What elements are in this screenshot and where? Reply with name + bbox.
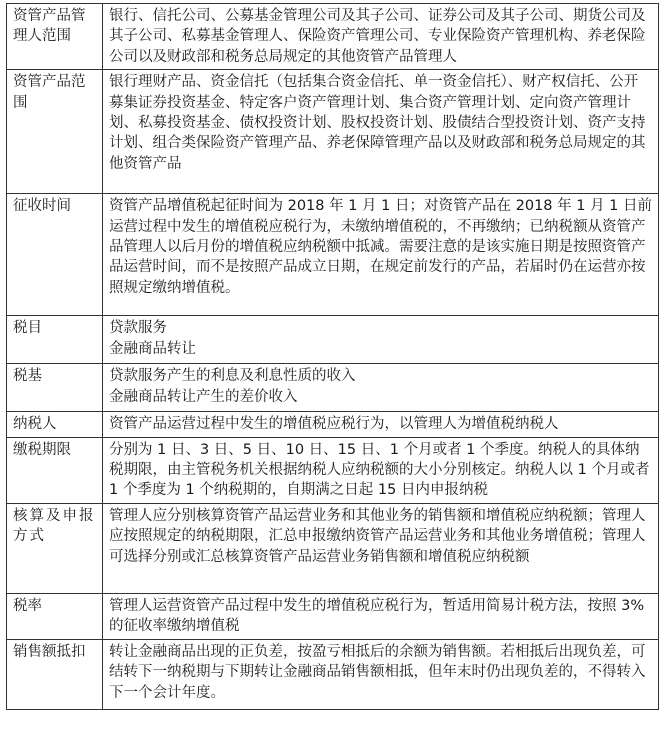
row-content: [103, 412, 659, 437]
tax-policy-table: [6, 3, 659, 710]
table-row-tax-base: [7, 364, 659, 412]
row-label: 税目: [7, 316, 103, 364]
row-label: 资管产品管理人范围: [7, 4, 103, 70]
row-content-line: 金融商品转让: [109, 340, 196, 357]
row-content-line: 管理人运营资管产品过程中发生的增值税应税行为，暂适用简易计税方法，按照 3%的征收率缴纳增值税: [109, 597, 645, 635]
row-content-line: 银行、信托公司、公募基金管理公司及其子公司、证券公司及其子公司、期货公司及其子公司、私募基金管理人、保险资产管理公司、专业保险资产管理机构、养老保险公司以及财政部和税务总局规定的其他资管产品管理人: [109, 8, 646, 65]
row-content-line: 分别为 1 日、3 日、5 日、10 日、15 日、1 个月或者 1 个季度。纳税人的具体纳税期限，由主管税务机关根据纳税人应纳税额的大小分别核定。纳税人以 1 个月或者 1 个季度为 1 个纳税期的，自期满之日起 15 日内申报纳税: [109, 441, 650, 499]
table-row-payment-period: [7, 437, 659, 503]
table-row-tax-item: [7, 316, 659, 364]
row-content-line: 资管产品增值税起征时间为 2018 年 1 月 1 日；对资管产品在 2018 年 1 月 1 日前运营过程中发生的增值税应税行为，未缴纳增值税的，不再缴纳；已纳税额从资管产品管理人以后月份的增值税应纳税额中抵减。需要注意的是该实施日期是按照资管产品运营时间，而不是按照产品成立日期，在规定前发行的产品，若届时仍在运营亦按照规定缴纳增值税。: [109, 198, 653, 296]
row-content-line: 资管产品运营过程中发生的增值税应税行为，以管理人为增值税纳税人: [109, 416, 559, 433]
row-content: [103, 364, 659, 412]
row-content-line: 转让金融商品出现的正负差，按盈亏相抵后的余额为销售额。若相抵后出现负差，可结转下一纳税期与下期转让金融商品销售额相抵，但年末时仍出现负差的，不得转入下一个会计年度。: [109, 643, 646, 701]
row-label: 征收时间: [7, 194, 103, 316]
row-content-line: 贷款服务产生的利息及利息性质的收入: [109, 368, 356, 385]
table-row-accounting-filing: [7, 503, 659, 593]
row-label: 资管产品范围: [7, 70, 103, 194]
row-content: [103, 437, 659, 503]
row-content: [103, 639, 659, 709]
row-content-line: 贷款服务: [109, 320, 167, 337]
row-label: 缴税期限: [7, 437, 103, 503]
row-content-line: 管理人应分别核算资管产品运营业务和其他业务的销售额和增值税应纳税额；管理人应按照规定的纳税期限，汇总申报缴纳资管产品运营业务和其他业务增值税；管理人可选择分别或汇总核算资管产品运营业务销售额和增值税应纳税额: [109, 507, 646, 565]
row-content: [103, 503, 659, 593]
table-row-product-scope: [7, 70, 659, 194]
table-row-taxpayer: [7, 412, 659, 437]
table-row-collection-time: [7, 194, 659, 316]
row-content-line: 金融商品转让产生的差价收入: [109, 388, 298, 405]
table-row-tax-rate: [7, 593, 659, 639]
row-content-line: 银行理财产品、资金信托（包括集合资金信托、单一资金信托）、财产权信托、公开募集证券投资基金、特定客户资产管理计划、集合资产管理计划、定向资产管理计划、私募投资基金、债权投资计划、股权投资计划、股债结合型投资计划、资产支持计划、组合类保险资产管理产品、养老保障管理产品以及财政部和税务总局规定的其他资管产品: [109, 74, 646, 172]
row-content: [103, 70, 659, 194]
row-content: [103, 593, 659, 639]
row-content: [103, 316, 659, 364]
row-label: 销售额抵扣: [7, 639, 103, 709]
row-content: [103, 4, 659, 70]
row-label: 纳税人: [7, 412, 103, 437]
row-label: 税率: [7, 593, 103, 639]
row-label: 核算及申报方式: [7, 503, 103, 593]
row-label: 税基: [7, 364, 103, 412]
table-row-manager-scope: [7, 4, 659, 70]
row-content: [103, 194, 659, 316]
table-row-sales-offset: [7, 639, 659, 709]
